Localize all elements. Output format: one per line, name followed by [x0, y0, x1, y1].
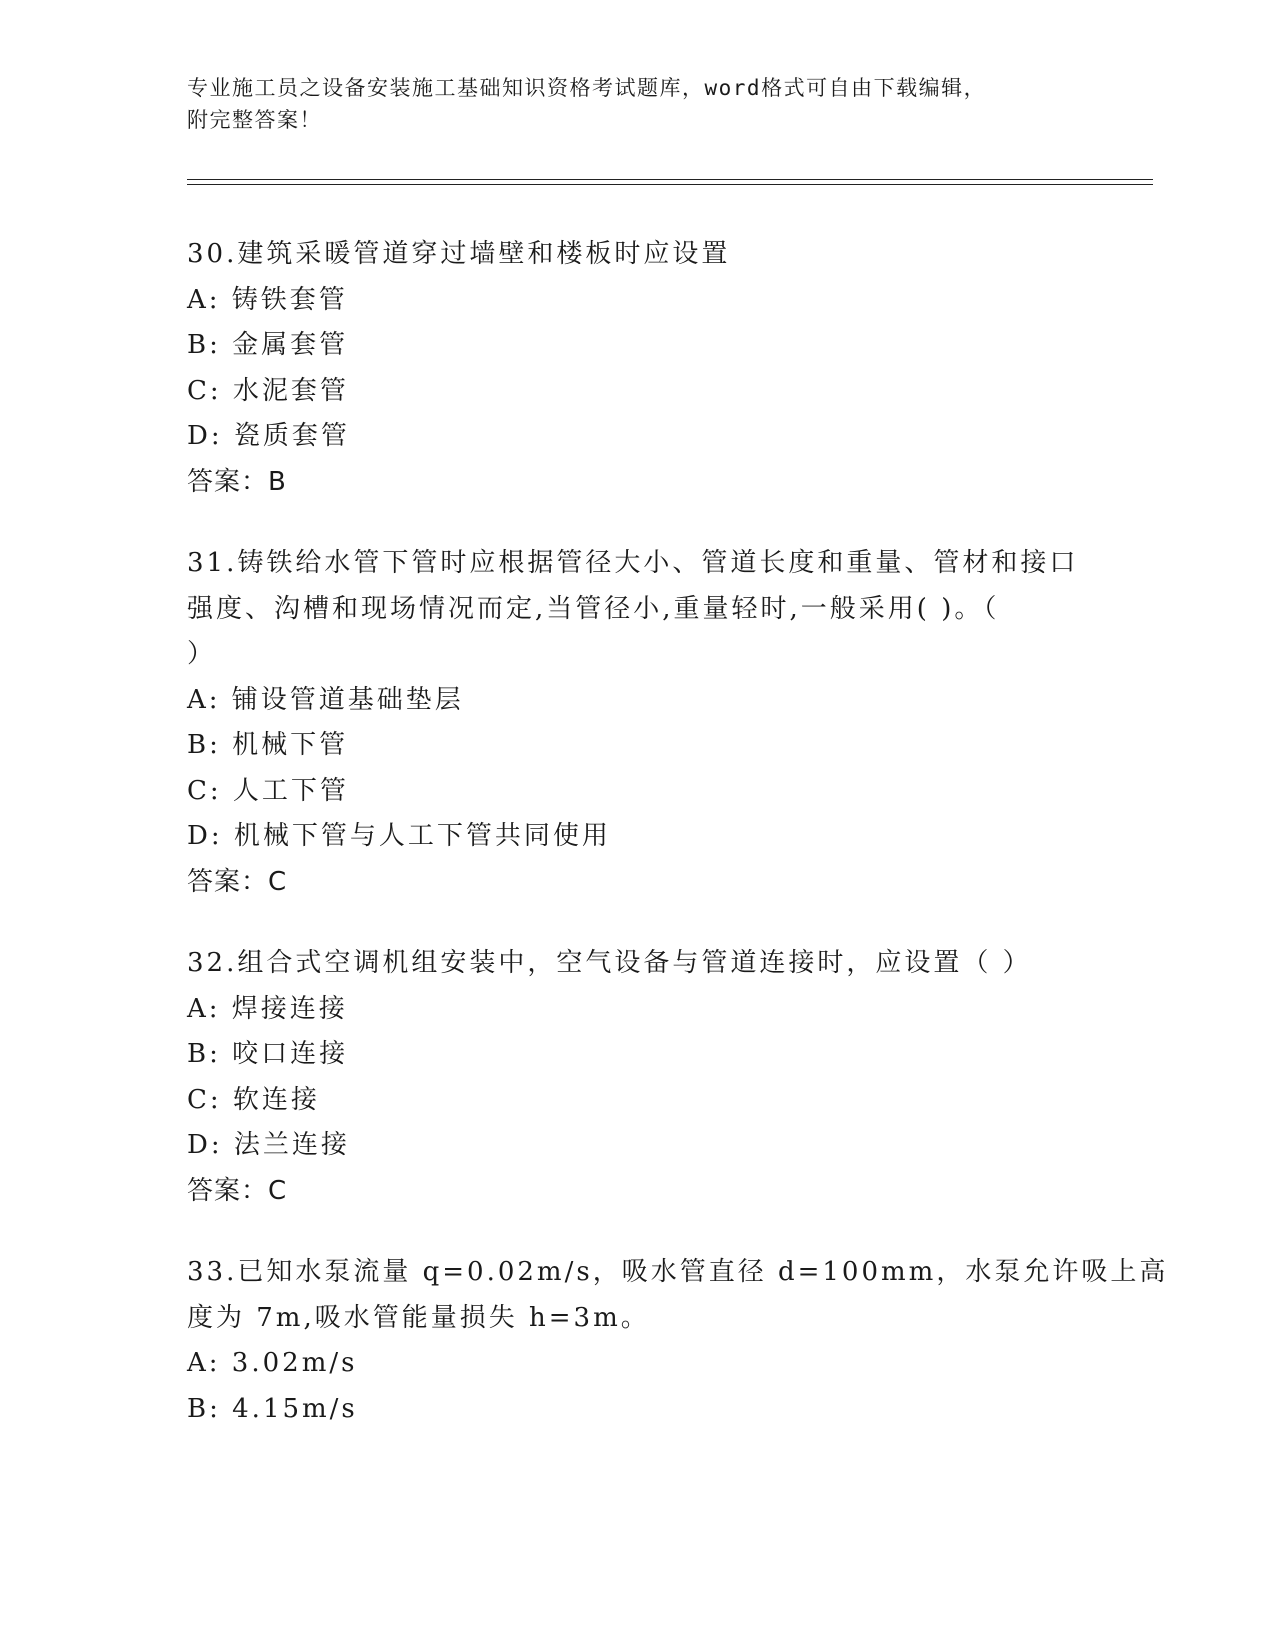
answer: 答案：C: [187, 1175, 288, 1206]
answer: 答案：B: [187, 466, 287, 497]
header-divider-top: [187, 179, 1153, 180]
option-c: C: 人工下管: [187, 775, 349, 806]
option-a: A: 铸铁套管: [187, 284, 348, 315]
option-d: D: 瓷质套管: [187, 421, 350, 451]
question-30: [187, 232, 1087, 505]
question-stem-line-2: 度为 7m,吸水管能量损失 h=3m。: [187, 1302, 650, 1333]
question-stem-line-1: 31.铸铁给水管下管时应根据管径大小、管道长度和重量、管材和接口: [187, 548, 1079, 578]
question-list: [187, 232, 1169, 1468]
question-33: [187, 1250, 1169, 1432]
header-divider-bottom: [187, 184, 1153, 185]
question-stem: 30.建筑采暖管道穿过墙壁和楼板时应设置: [187, 239, 731, 269]
question-stem-line-3: ）: [187, 639, 217, 669]
document-header: [187, 72, 1087, 136]
header-line-2: 附完整答案！: [187, 108, 322, 132]
option-b: B: 咬口连接: [187, 1039, 349, 1069]
option-a: A: 焊接连接: [187, 993, 348, 1024]
option-d: D: 法兰连接: [187, 1130, 350, 1160]
question-stem-line-1: 33.已知水泵流量 q=0.02m/s，吸水管直径 d=100mm，水泵允许吸上高: [187, 1257, 1169, 1287]
header-line-1: 专业施工员之设备安装施工基础知识资格考试题库，word格式可自由下载编辑，: [187, 76, 987, 100]
question-31: [187, 541, 1087, 905]
option-b: B: 机械下管: [187, 730, 349, 760]
question-stem-line-2: 强度、沟槽和现场情况而定,当管径小,重量轻时,一般采用( )。（: [187, 593, 1000, 624]
question-stem: 32.组合式空调机组安装中，空气设备与管道连接时，应设置（ ）: [187, 948, 1032, 978]
question-32: [187, 941, 1087, 1214]
option-d: D: 机械下管与人工下管共同使用: [187, 821, 611, 851]
option-a: A: 3.02m/s: [187, 1348, 358, 1378]
option-a: A: 铺设管道基础垫层: [187, 684, 464, 715]
option-c: C: 软连接: [187, 1084, 320, 1115]
option-b: B: 金属套管: [187, 330, 349, 360]
answer: 答案：C: [187, 866, 288, 897]
option-c: C: 水泥套管: [187, 375, 349, 406]
option-b: B: 4.15m/s: [187, 1393, 358, 1424]
